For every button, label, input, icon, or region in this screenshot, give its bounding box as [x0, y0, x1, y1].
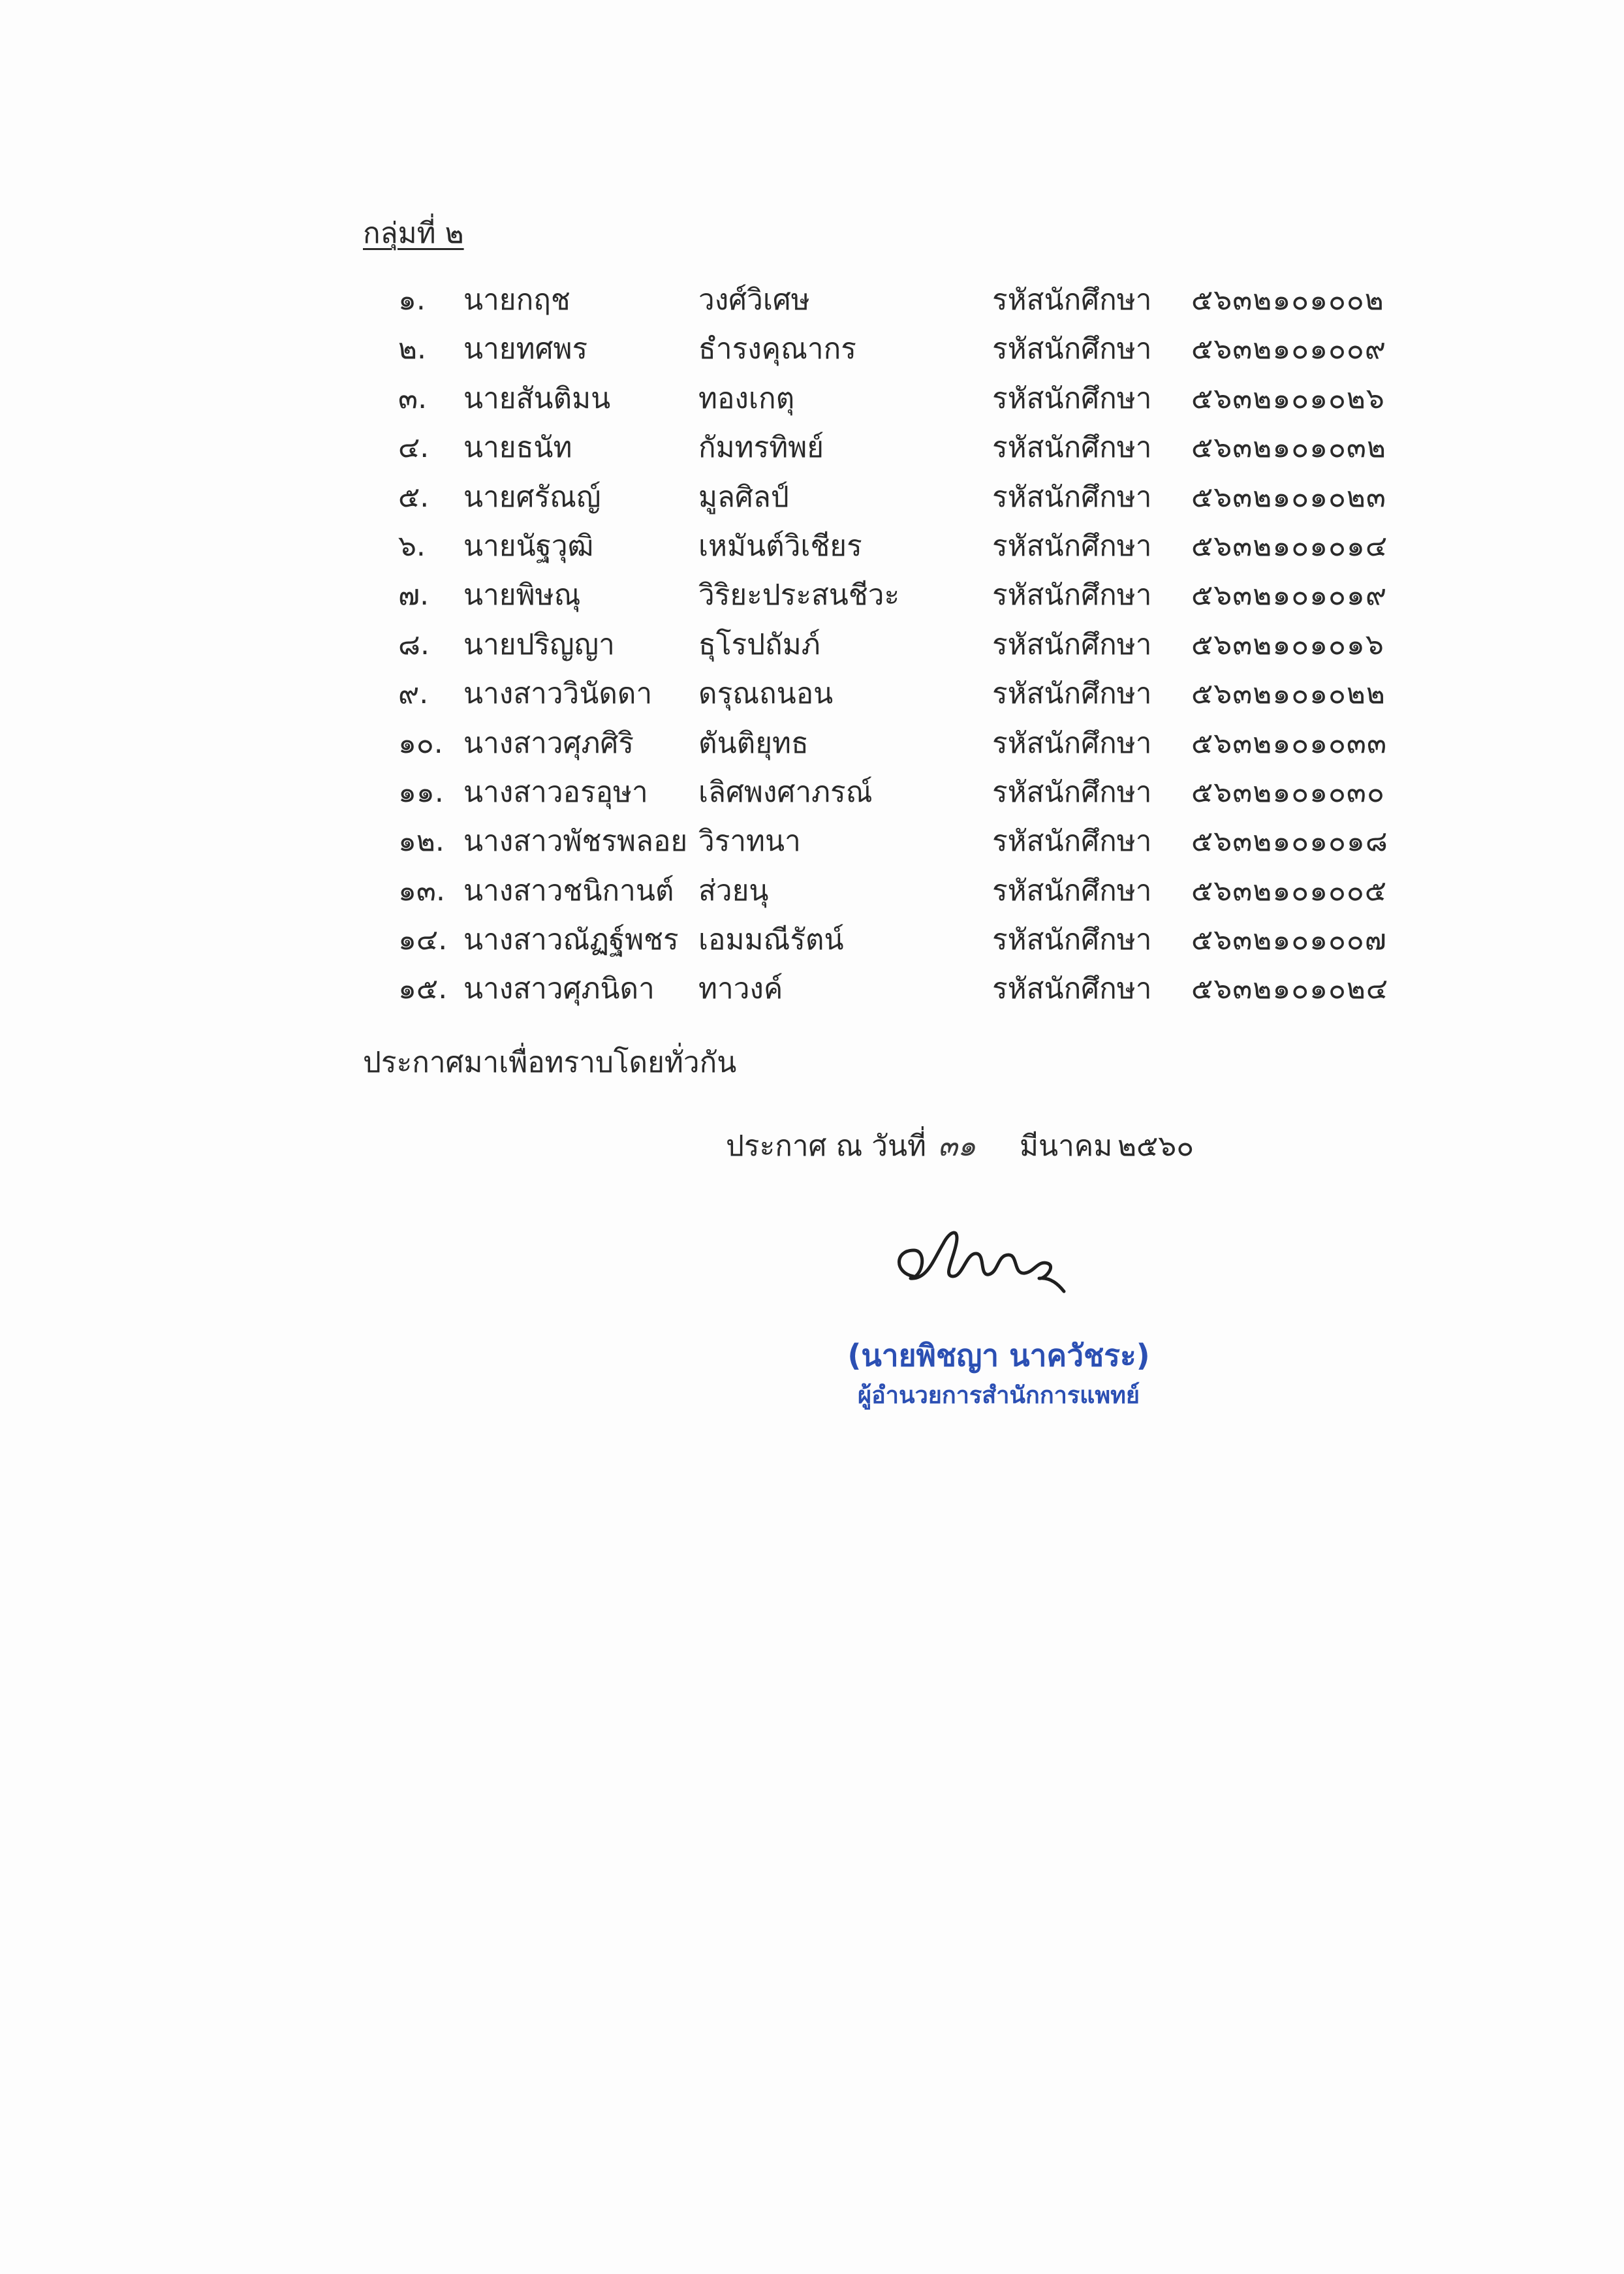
signer-name: (นายพิชญา นาควัชระ) — [847, 1338, 1150, 1373]
student-first-name: นางสาวณัฏฐ์พชร — [463, 923, 679, 957]
student-first-name: นายธนัท — [463, 431, 572, 465]
student-last-name: ตันติยุทธ — [698, 726, 809, 760]
student-last-name: ส่วยนุ — [698, 874, 769, 908]
dateline-label: ประกาศ ณ วันที่ — [726, 1129, 927, 1163]
student-id-label: รหัสนักศึกษา — [992, 825, 1152, 859]
roster-row — [398, 524, 1403, 573]
student-id: ๕๖๓๒๑๐๑๐๑๖ — [1191, 627, 1384, 661]
row-number: ๒. — [398, 332, 426, 366]
student-id: ๕๖๓๒๑๐๑๐๑๔ — [1191, 529, 1388, 563]
student-id: ๕๖๓๒๑๐๑๐๐๕ — [1191, 874, 1388, 908]
student-id: ๕๖๓๒๑๐๑๐๒๖ — [1191, 381, 1385, 415]
student-id-label: รหัสนักศึกษา — [992, 874, 1152, 908]
student-id: ๕๖๓๒๑๐๑๐๒๔ — [1191, 972, 1389, 1006]
student-id-label: รหัสนักศึกษา — [992, 726, 1152, 760]
roster-row — [398, 917, 1403, 966]
roster-row — [398, 326, 1403, 375]
row-number: ๑. — [398, 283, 426, 317]
student-id-label: รหัสนักศึกษา — [992, 480, 1152, 514]
student-last-name: ธำรงคุณากร — [698, 332, 856, 366]
student-id-label: รหัสนักศึกษา — [992, 283, 1152, 317]
student-last-name: มูลศิลป์ — [698, 480, 789, 514]
student-last-name: เอมมณีรัตน์ — [698, 923, 844, 957]
student-id: ๕๖๓๒๑๐๑๐๐๗ — [1191, 923, 1387, 957]
student-id-label: รหัสนักศึกษา — [992, 332, 1152, 366]
roster-row — [398, 966, 1403, 1015]
row-number: ๓. — [398, 381, 428, 415]
student-last-name: ทาวงค์ — [698, 972, 783, 1006]
student-id: ๕๖๓๒๑๐๑๐๒๓ — [1191, 480, 1386, 514]
student-last-name: ดรุณถนอน — [698, 677, 834, 711]
student-last-name: กัมทรทิพย์ — [698, 431, 824, 465]
student-first-name: นางสาวศุภนิดา — [463, 972, 655, 1006]
student-first-name: นางสาวชนิกานต์ — [463, 874, 674, 908]
roster-row — [398, 819, 1403, 868]
student-first-name: นายพิษณุ — [463, 578, 581, 612]
student-last-name: ธุโรปถัมภ์ — [698, 627, 820, 661]
student-id-label: รหัสนักศึกษา — [992, 972, 1152, 1006]
row-number: ๖. — [398, 529, 426, 563]
student-id: ๕๖๓๒๑๐๑๐๒๒ — [1191, 677, 1386, 711]
student-first-name: นายกฤช — [463, 283, 570, 317]
student-id: ๕๖๓๒๑๐๑๐๐๒ — [1191, 283, 1384, 317]
handwritten-signature — [888, 1214, 1084, 1306]
student-id: ๕๖๓๒๑๐๑๐๓๓ — [1191, 726, 1388, 760]
roster-row — [398, 770, 1403, 819]
student-id: ๕๖๓๒๑๐๑๐๓๐ — [1191, 775, 1385, 809]
student-id-label: รหัสนักศึกษา — [992, 677, 1152, 711]
roster-row — [398, 277, 1403, 326]
student-last-name: วิราทนา — [698, 825, 801, 859]
student-id: ๕๖๓๒๑๐๑๐๑๘ — [1191, 825, 1388, 859]
student-first-name: นายปริญญา — [463, 627, 615, 661]
student-last-name: เหมันต์วิเชียร — [698, 529, 862, 563]
roster-row — [398, 376, 1403, 425]
student-first-name: นางสาวศุภศิริ — [463, 726, 634, 760]
student-first-name: นายนัฐวุฒิ — [463, 529, 594, 563]
student-first-name: นางสาวพัชรพลอย — [463, 825, 688, 859]
group-title: กลุ่มที่ ๒ — [363, 217, 464, 250]
roster-row — [398, 475, 1403, 524]
student-last-name: เลิศพงศาภรณ์ — [698, 775, 873, 809]
student-last-name: วิริยะประสนชีวะ — [698, 578, 900, 612]
student-id-label: รหัสนักศึกษา — [992, 775, 1152, 809]
student-first-name: นางสาววินัดดา — [463, 677, 653, 711]
student-id: ๕๖๓๒๑๐๑๐๐๙ — [1191, 332, 1386, 366]
row-number: ๑๕. — [398, 972, 448, 1006]
row-number: ๘. — [398, 627, 429, 661]
roster-row — [398, 721, 1403, 770]
student-last-name: วงศ์วิเศษ — [698, 283, 810, 317]
dateline-year: ๒๕๖๐ — [1117, 1129, 1195, 1163]
row-number: ๑๒. — [398, 825, 445, 859]
student-id-label: รหัสนักศึกษา — [992, 431, 1152, 465]
dateline-day: ๓๑ — [938, 1129, 976, 1163]
roster-row — [398, 868, 1403, 917]
student-id-label: รหัสนักศึกษา — [992, 627, 1152, 661]
student-roster — [398, 277, 1403, 1016]
row-number: ๔. — [398, 431, 429, 465]
student-id-label: รหัสนักศึกษา — [992, 578, 1152, 612]
student-id: ๕๖๓๒๑๐๑๐๑๙ — [1191, 578, 1388, 612]
student-id-label: รหัสนักศึกษา — [992, 923, 1152, 957]
row-number: ๑๓. — [398, 874, 445, 908]
row-number: ๙. — [398, 677, 429, 711]
row-number: ๕. — [398, 480, 429, 514]
student-first-name: นางสาวอรอุษา — [463, 775, 648, 809]
roster-row — [398, 622, 1403, 671]
row-number: ๑๑. — [398, 775, 444, 809]
signer-title: ผู้อำนวยการสำนักการแพทย์ — [858, 1382, 1140, 1409]
row-number: ๑๐. — [398, 726, 443, 760]
row-number: ๗. — [398, 578, 429, 612]
student-id-label: รหัสนักศึกษา — [992, 529, 1152, 563]
roster-row — [398, 425, 1403, 474]
student-first-name: นายทศพร — [463, 332, 588, 366]
roster-row — [398, 671, 1403, 720]
closing-statement: ประกาศมาเพื่อทราบโดยทั่วกัน — [363, 1046, 737, 1079]
student-first-name: นายศรัณญ์ — [463, 480, 601, 514]
student-first-name: นายสันติมน — [463, 381, 611, 415]
dateline-month: มีนาคม — [1020, 1129, 1113, 1163]
row-number: ๑๔. — [398, 923, 448, 957]
student-id-label: รหัสนักศึกษา — [992, 381, 1152, 415]
student-id: ๕๖๓๒๑๐๑๐๓๒ — [1191, 431, 1386, 465]
roster-row — [398, 573, 1403, 622]
student-last-name: ทองเกตุ — [698, 381, 795, 415]
